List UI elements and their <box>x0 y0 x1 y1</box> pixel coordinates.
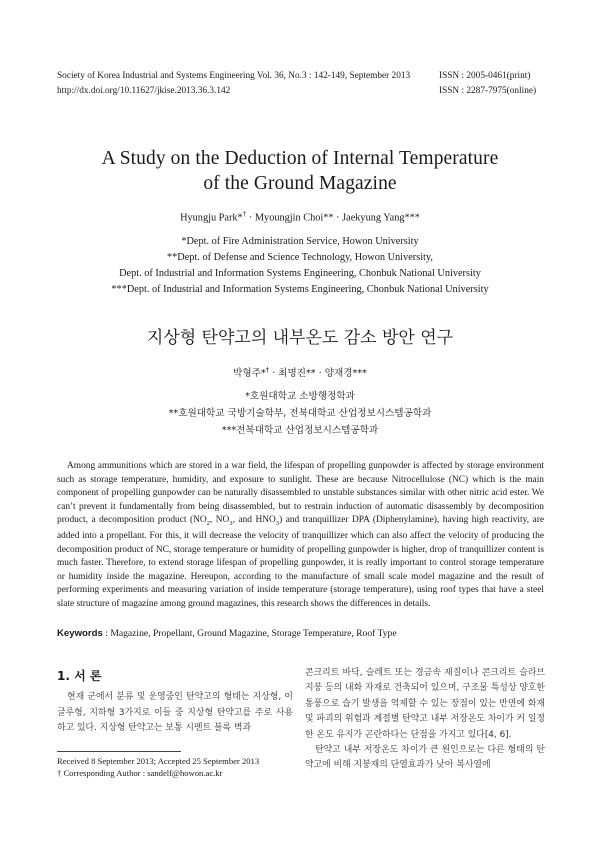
affiliation-en-2: **Dept. of Defense and Science Technology, Howon University, <box>167 252 433 263</box>
abstract-text-4: ) and tranquillizer DPA (Diphenylamine), having high reactivity, are added into a propellant. For this, it will decrease the velocity of tranquillizer which can also affect the velocity of producing the decomposition product of NC, storage temperature or humidity of propelling gunpowder is higher, drop of tranquillizer content is much faster. Therefore, to extend storage lifespan of propelling gunpowder, it is really important to control storage temperature or humidity inside the magazine. Hereupon, according to the manufacture of small scale model magazine and the result of performing experiments and measuring variation of inside temperature (storage temperature), using roof types that have a steel slate structure of magazine among ground magazines, this research shows the differences in details. <box>57 515 544 609</box>
author-others: · Myoungjin Choi** · Jaekyung Yang*** <box>246 212 420 224</box>
title-en-line1: A Study on the Deduction of Internal Temperature <box>101 148 499 169</box>
affiliation-ko-3: ***전북대학교 산업정보시스템공학과 <box>221 425 379 436</box>
title-en-line2: of the Ground Magazine <box>203 173 397 194</box>
intro-left-paragraph: 현재 군에서 분류 및 운영중인 탄약고의 형태는 지상형, 이글루형, 지하형 3가지로 이들 중 지상형 탄약고를 주로 사용하고 있다. 지상형 탄약고는 보통 시멘트 블록 벽과 <box>57 692 293 733</box>
abstract-sub-3: 3 <box>275 519 280 527</box>
author-first-ko: 박형주* <box>233 368 266 380</box>
corresponding-author: † Corresponding Author : sandelf@howon.ac.kr <box>57 768 223 778</box>
received-date: Received 8 September 2013; Accepted 25 September 2013 <box>57 756 260 766</box>
section-heading-introduction: 1. 서 론 <box>57 669 102 683</box>
corresponding-mark-ko: † <box>265 366 270 374</box>
affiliation-en-3: Dept. of Industrial and Information Systems Engineering, Chonbuk National University <box>119 268 481 279</box>
affiliation-ko-1: *호원대학교 소방행정학과 <box>245 391 355 402</box>
keywords-label: Keywords <box>57 628 103 639</box>
keywords <box>57 627 397 640</box>
authors-ko <box>0 363 600 381</box>
footnote-divider <box>57 751 181 752</box>
intro-right-paragraph-2: 탄약고 내부 저장온도 차이가 큰 원인으로는 다른 형태의 탄약고에 비해 지붕재의 단열효과가 낮아 복사열에 <box>305 745 545 771</box>
intro-right-paragraph-1: 콘크리트 바닥, 슬레트 또는 경금속 재질이나 콘크리트 슬라브 지붕 등의 내화 자재로 건축되어 있으며, 구조물 특성상 양호한 통풍으로 습기 발생을 억제할 수 있는 장점이 있는 반면에 화재 및 파괴의 위험과 계절별 탄약고 내부 저장온도 차이가 커 일정한 온도 유지가 곤란하다는 단점을 가지고 있다[4, 6]. <box>305 668 545 740</box>
affiliation-en-1: *Dept. of Fire Administration Service, Howon University <box>181 236 419 247</box>
affiliation-en-4: ***Dept. of Industrial and Information Systems Engineering, Chonbuk National University <box>111 284 489 295</box>
author-first: Hyungju Park* <box>180 212 243 224</box>
corresponding-mark: † <box>242 210 247 218</box>
abstract-text-2: , NO <box>209 515 230 525</box>
journal-citation: Society of Korea Industrial and Systems Engineering Vol. 36, No.3 : 142-149, September 2013 <box>57 71 411 81</box>
abstract-text-1: Among ammunitions which are stored in a war field, the lifespan of propelling gunpowder is affected by storage environment such as storage temperature, humidity, and exposure to sunlight. These are because Nitrocellulose (NC) which is the main component of propelling gunpowder can be naturally disassembled to unstable substances similar with other nitric acid ester. We can’t prevent it fundamentally from being disassembled, but to restrain induction of automatic disassembly by decomposition product, a decomposition product (NO <box>57 461 544 525</box>
abstract <box>57 460 544 611</box>
keywords-list: : Magazine, Propellant, Ground Magazine, Storage Temperature, Roof Type <box>102 628 397 639</box>
abstract-text-3: , and HNO <box>232 515 276 525</box>
intro-right-column <box>305 666 545 774</box>
abstract-sub-2: 3 <box>229 519 233 527</box>
authors-en <box>0 207 600 225</box>
doi-link[interactable]: http://dx.doi.org/10.11627/jkise.2013.36.3.142 <box>57 86 231 96</box>
author-others-ko: · 최명진** · 양재경*** <box>269 368 367 380</box>
abstract-sub-1: 2 <box>206 519 210 527</box>
title-ko: 지상형 탄약고의 내부온도 감소 방안 연구 <box>146 328 454 348</box>
affiliation-ko-2: **호원대학교 국방기술학부, 전북대학교 산업정보시스템공학과 <box>168 408 432 419</box>
issn-online: ISSN : 2287-7975(online) <box>439 86 537 96</box>
issn-print: ISSN : 2005-0461(print) <box>439 71 531 81</box>
